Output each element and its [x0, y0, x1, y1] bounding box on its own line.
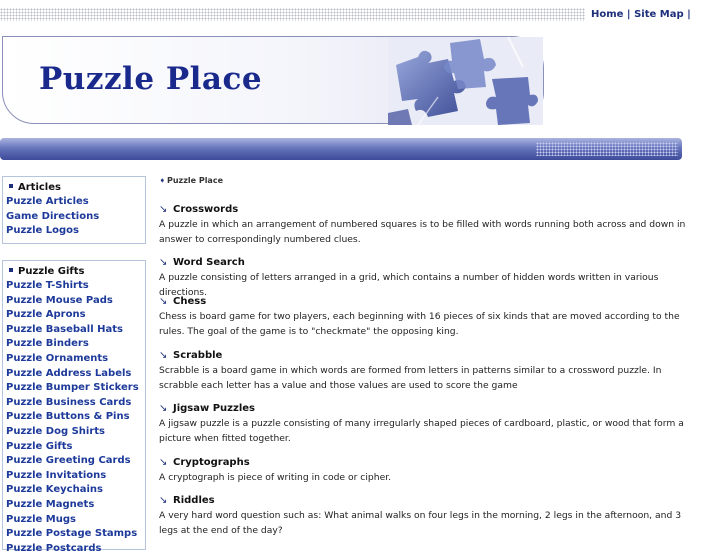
- section-body: Scrabble is a board game in which words are formed from letters in patterns similar to a crossword puzzle. In scrabble each letter has a value and those values are used to score the game: [159, 365, 662, 391]
- section-body: A jigsaw puzzle is a puzzle consisting of many irregularly shaped pieces of cardboard, plastic, or wood that form a picture when fitted together.: [159, 418, 684, 444]
- bullet-square-icon: [9, 268, 13, 272]
- arrow-icon: ↘: [159, 403, 168, 414]
- section-body: A puzzle in which an arrangement of numbered squares is to be filled with words running both across and down in answer to correspondingly numbered clues.: [159, 219, 686, 245]
- sidebar-item-gift[interactable]: Puzzle Gifts: [6, 440, 73, 452]
- link-separator: |: [623, 9, 635, 20]
- gifts-heading: Puzzle Gifts: [6, 264, 142, 279]
- section-title: ↘ Chess: [159, 296, 207, 307]
- navigation-bar: [0, 138, 682, 160]
- section-riddles: [159, 494, 687, 538]
- link-separator: |: [683, 9, 691, 20]
- section-chess: [159, 295, 687, 339]
- sidebar-item-gift[interactable]: Puzzle Business Cards: [6, 396, 132, 408]
- main-content: [159, 175, 687, 536]
- section-title: ↘ Jigsaw Puzzles: [159, 403, 255, 414]
- section-title: ↘ Crosswords: [159, 204, 239, 215]
- sidebar-item-gift[interactable]: Puzzle Ornaments: [6, 352, 109, 364]
- arrow-icon: ↘: [159, 457, 168, 468]
- arrow-icon: ↘: [159, 257, 168, 268]
- sidebar-item-game-directions[interactable]: Game Directions: [6, 210, 100, 222]
- section-title: ↘ Riddles: [159, 495, 215, 506]
- section-crosswords: [159, 203, 687, 247]
- dotted-header-strip: [0, 8, 585, 21]
- section-body: Chess is board game for two players, each beginning with 16 pieces of six kinds that are moved according to the rules. The goal of the game is to "checkmate" the opposing king.: [159, 311, 680, 337]
- sidebar-item-gift[interactable]: Puzzle Address Labels: [6, 367, 132, 379]
- section-body: A very hard word question such as: What animal walks on four legs in the morning, 2 legs in the afternoon, and 3 legs at the end of the day?: [159, 510, 682, 536]
- sidebar-item-gift[interactable]: Puzzle T-Shirts: [6, 280, 89, 291]
- section-cryptographs: [159, 456, 687, 485]
- sidebar-item-gift[interactable]: Puzzle Magnets: [6, 498, 95, 510]
- puzzle-pieces-image: [388, 37, 543, 125]
- articles-heading: Articles: [6, 180, 142, 195]
- sidebar-item-gift[interactable]: Puzzle Dog Shirts: [6, 425, 106, 437]
- arrow-icon: ↘: [159, 296, 168, 307]
- sidebar-item-puzzle-articles[interactable]: Puzzle Articles: [6, 196, 89, 207]
- section-body: A puzzle consisting of letters arranged in a grid, which contains a number of hidden words written in various directions.: [159, 272, 659, 298]
- sidebar-item-gift[interactable]: Puzzle Aprons: [6, 309, 86, 321]
- home-link[interactable]: Home: [591, 9, 624, 20]
- sidebar-item-gift[interactable]: Puzzle Postcards: [6, 542, 102, 554]
- breadcrumb: ➧Puzzle Place: [159, 176, 223, 185]
- section-title: ↘ Word Search: [159, 257, 245, 268]
- sidebar-item-gift[interactable]: Puzzle Mugs: [6, 513, 76, 525]
- sidebar-item-gift[interactable]: Puzzle Invitations: [6, 469, 107, 481]
- bullet-square-icon: [9, 184, 13, 188]
- site-title: Puzzle Place: [39, 61, 263, 97]
- site-map-link[interactable]: Site Map: [634, 9, 684, 20]
- section-title: ↘ Cryptographs: [159, 457, 250, 468]
- section-word-search: [159, 256, 687, 300]
- arrow-icon: ↘: [159, 204, 168, 215]
- sidebar-item-gift[interactable]: Puzzle Greeting Cards: [6, 455, 131, 467]
- site-banner: [2, 36, 544, 124]
- top-links: [591, 9, 691, 20]
- sidebar-item-gift[interactable]: Puzzle Keychains: [6, 484, 103, 496]
- sidebar-item-gift[interactable]: Puzzle Binders: [6, 338, 89, 350]
- breadcrumb-arrow-icon: ➧: [159, 176, 166, 185]
- sidebar-item-gift[interactable]: Puzzle Mouse Pads: [6, 294, 113, 306]
- gifts-box: [2, 260, 146, 554]
- nav-bar-dots: [536, 142, 678, 156]
- section-scrabble: [159, 349, 687, 393]
- section-jigsaw: [159, 402, 687, 446]
- arrow-icon: ↘: [159, 350, 168, 361]
- sidebar-item-puzzle-logos[interactable]: Puzzle Logos: [6, 225, 80, 237]
- arrow-icon: ↘: [159, 495, 168, 506]
- sidebar-item-gift[interactable]: Puzzle Postage Stamps: [6, 528, 138, 540]
- section-title: ↘ Scrabble: [159, 350, 223, 361]
- section-body: A cryptograph is piece of writing in code or cipher.: [159, 472, 392, 483]
- articles-box: [2, 176, 146, 244]
- sidebar-item-gift[interactable]: Puzzle Baseball Hats: [6, 323, 123, 335]
- sidebar-item-gift[interactable]: Puzzle Bumper Stickers: [6, 382, 139, 394]
- sidebar-item-gift[interactable]: Puzzle Buttons & Pins: [6, 411, 130, 423]
